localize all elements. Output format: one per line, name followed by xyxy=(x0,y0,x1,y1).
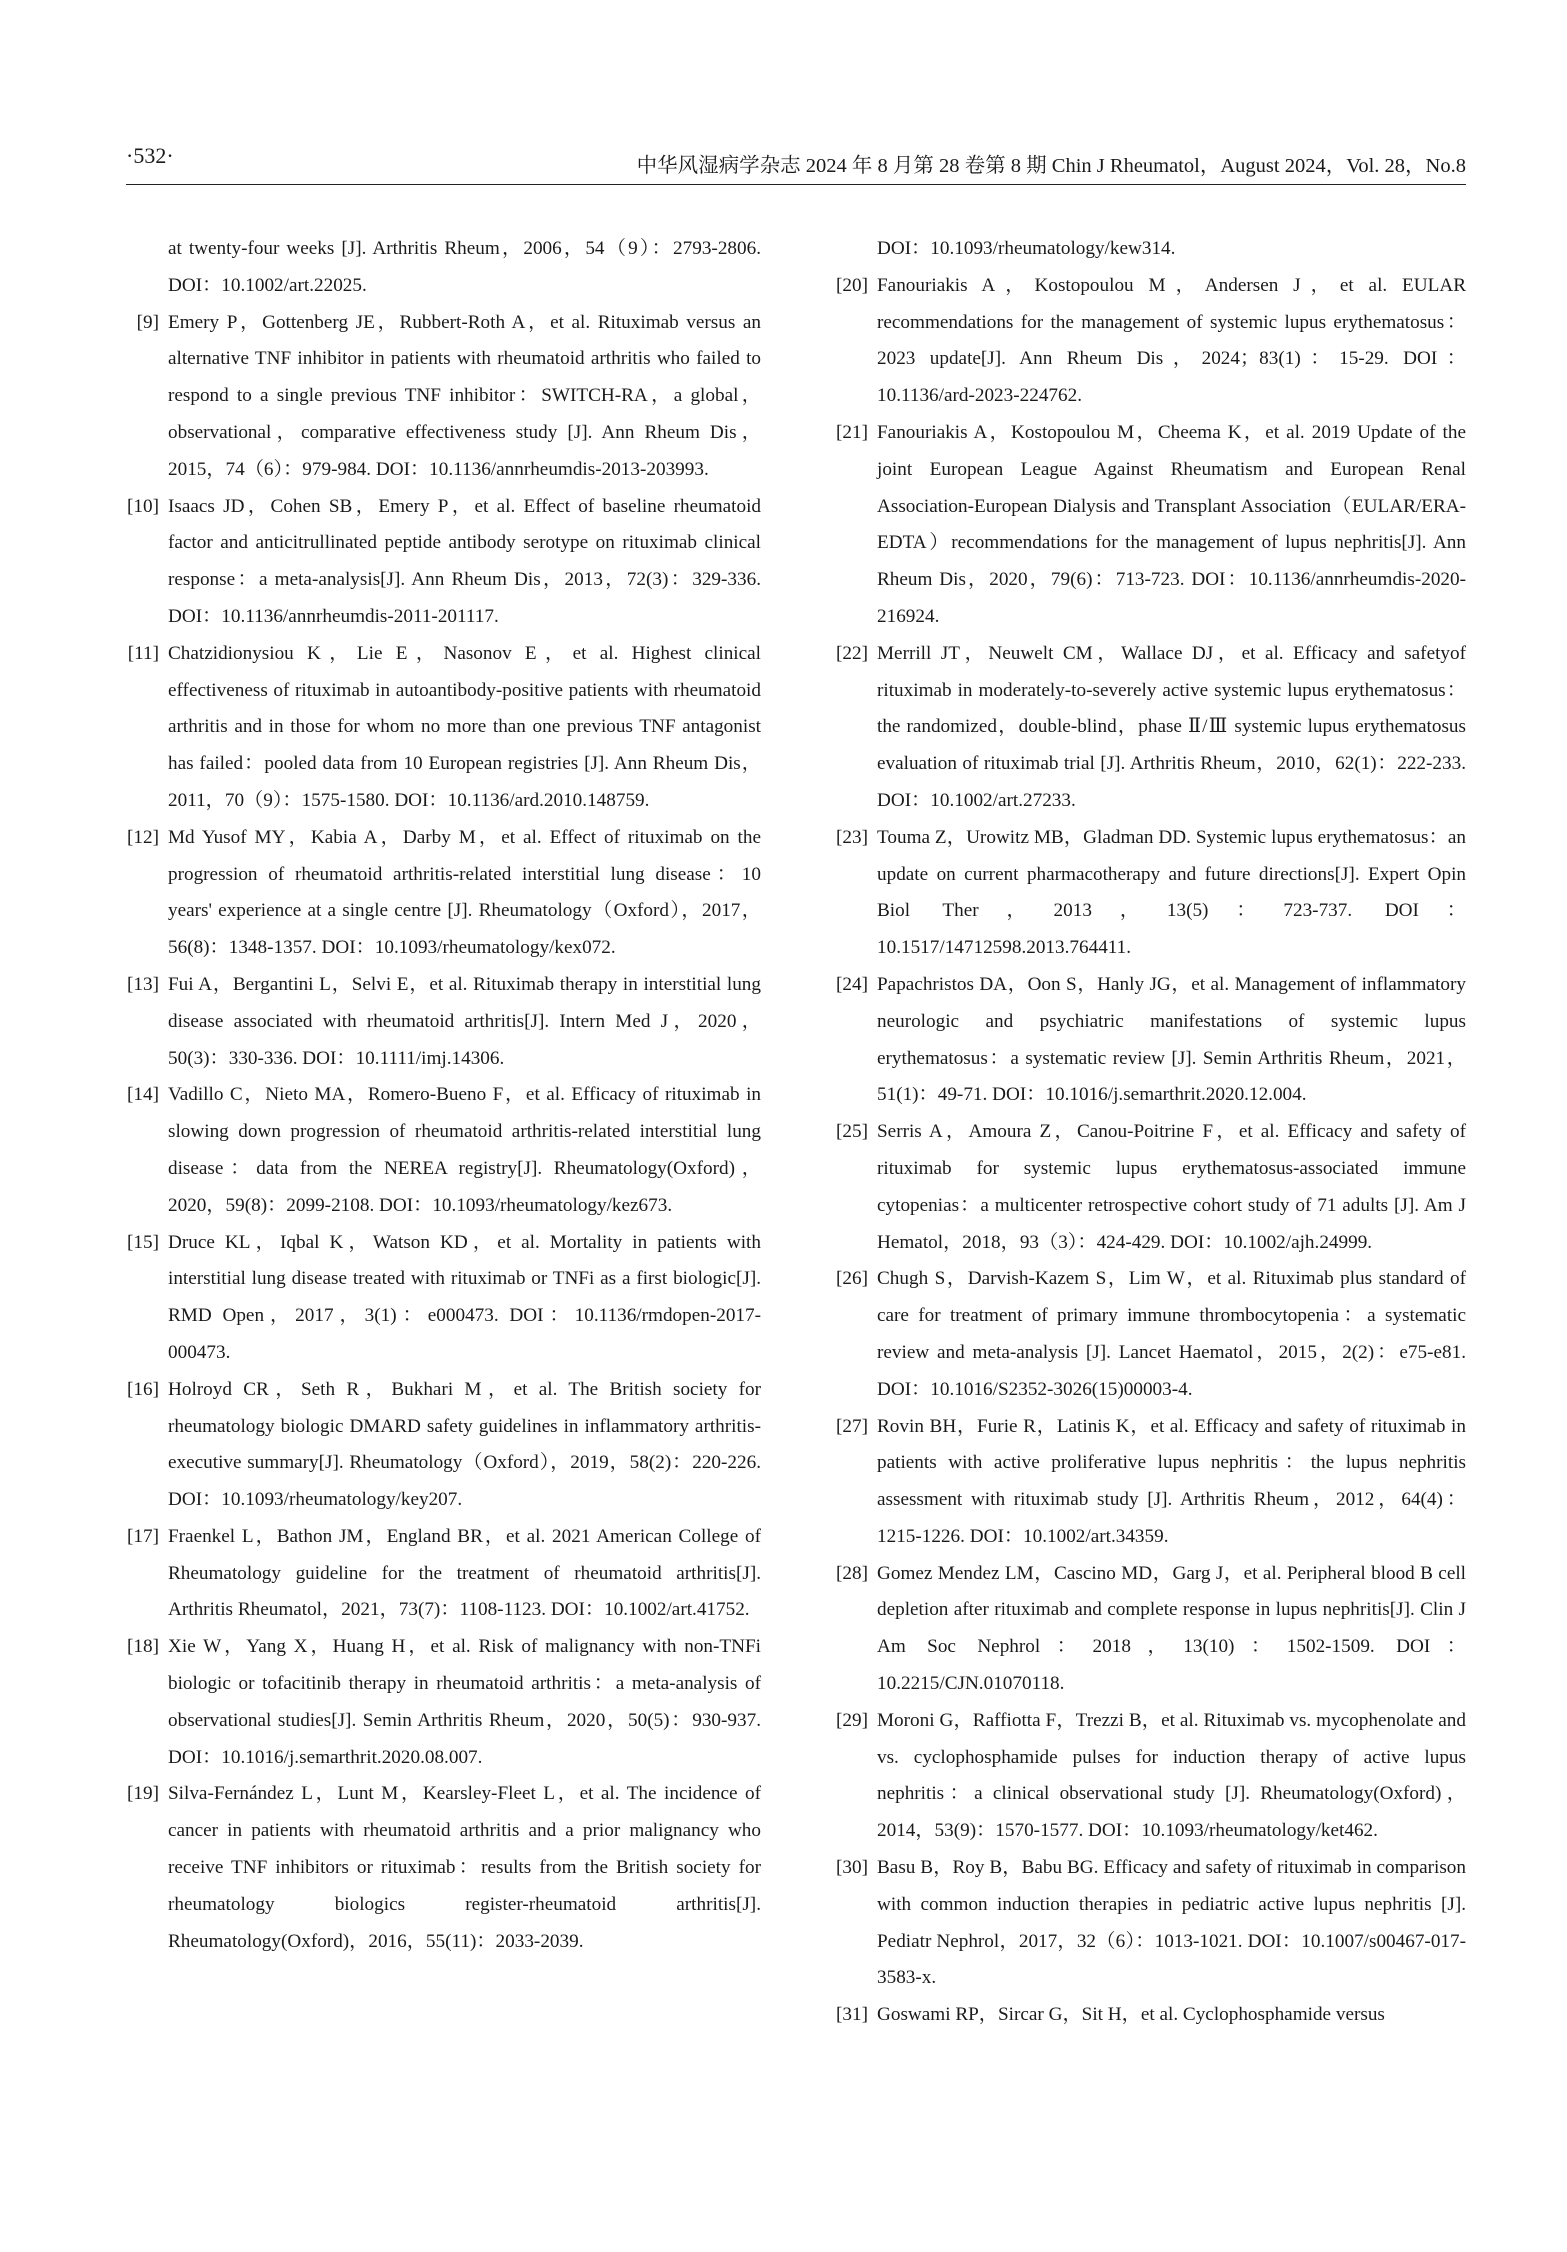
reference-text: Fanouriakis A，Kostopoulou M，Cheema K，et al. 2019 Update of the joint European League Against Rheumatism and European Renal Association-European Dialysis and Transplant Association（EULAR/ERA-EDTA）recommendations for the management of lupus nephritis[J]. Ann Rheum Dis，2020，79(6)：713-723. DOI：10.1136/annrheumdis-2020-216924. xyxy=(877,421,1466,627)
page-number: ·532· xyxy=(126,143,174,168)
reference-entry xyxy=(109,489,761,636)
reference-entry xyxy=(109,1077,761,1224)
reference-text: Md Yusof MY，Kabia A，Darby M，et al. Effect of rituximab on the progression of rheumatoid arthritis-related interstitial lung disease：10 years' experience at a single centre [J]. Rheumatology（Oxford），2017，56(8)：1348-1357. DOI：10.1093/rheumatology/kex072. xyxy=(168,826,761,959)
page-header xyxy=(0,0,1567,190)
reference-entry xyxy=(818,1703,1466,1850)
reference-entry xyxy=(818,636,1466,820)
reference-text: Emery P，Gottenberg JE，Rubbert-Roth A，et al. Rituximab versus an alternative TNF inhibitor in patients with rheumatoid arthritis who failed to respond to a single previous TNF inhibitor：SWITCH-RA，a global，observational，comparative effectiveness study [J]. Ann Rheum Dis，2015，74（6）：979-984. DOI：10.1136/annrheumdis-2013-203993. xyxy=(168,311,761,480)
reference-text: Chugh S，Darvish-Kazem S，Lim W，et al. Rituximab plus standard of care for treatment of primary immune thrombocytopenia：a systematic review and meta-analysis [J]. Lancet Haematol，2015，2(2)：e75-e81. DOI：10.1016/S2352-3026(15)00003-4. xyxy=(877,1268,1466,1400)
reference-number: [15] xyxy=(127,1231,159,1253)
reference-number: [25] xyxy=(836,1121,868,1143)
reference-entry xyxy=(818,1409,1466,1556)
reference-entry xyxy=(109,1372,761,1519)
references-left-column xyxy=(109,231,761,1960)
reference-text: Fanouriakis A，Kostopoulou M，Andersen J，et al. EULAR recommendations for the management of systemic lupus erythematosus：2023 update[J]. Ann Rheum Dis，2024；83(1)：15-29. DOI：10.1136/ard-2023-224762. xyxy=(877,274,1466,407)
reference-entry xyxy=(109,967,761,1077)
reference-number: [14] xyxy=(127,1084,159,1106)
reference-text: Isaacs JD，Cohen SB，Emery P，et al. Effect of baseline rheumatoid factor and anticitrullinated peptide antibody serotype on rituximab clinical response：a meta-analysis[J]. Ann Rheum Dis，2013，72(3)：329-336. DOI：10.1136/annrheumdis-2011-201117. xyxy=(168,495,761,627)
reference-text: Holroyd CR，Seth R，Bukhari M，et al. The British society for rheumatology biologic DMARD safety guidelines in inflammatory arthritis-executive summary[J]. Rheumatology（Oxford），2019，58(2)：220-226. DOI：10.1093/rheumatology/key207. xyxy=(168,1378,761,1511)
reference-continuation xyxy=(109,231,761,305)
header-rule xyxy=(126,184,1466,185)
reference-text: Druce KL，Iqbal K，Watson KD，et al. Mortality in patients with interstitial lung disease treated with rituximab or TNFi as a first biologic[J]. RMD Open，2017，3(1)：e000473. DOI：10.1136/rmdopen-2017-000473. xyxy=(168,1231,761,1363)
reference-text: Papachristos DA，Oon S，Hanly JG，et al. Management of inflammatory neurologic and psychiatric manifestations of systemic lupus erythematosus：a systematic review [J]. Semin Arthritis Rheum，2021，51(1)：49-71. DOI：10.1016/j.semarthrit.2020.12.004. xyxy=(877,973,1466,1106)
reference-number: [23] xyxy=(836,826,868,848)
reference-number: [29] xyxy=(836,1709,868,1731)
reference-entry xyxy=(109,305,761,489)
reference-entry xyxy=(818,415,1466,636)
journal-citation: 中华风湿病学杂志 2024 年 8 月第 28 卷第 8 期 Chin J Rheumatol，August 2024，Vol. 28，No.8 xyxy=(636,155,1466,177)
reference-text: Silva-Fernández L，Lunt M，Kearsley-Fleet L，et al. The incidence of cancer in patients with rheumatoid arthritis and a prior malignancy who receive TNF inhibitors or rituximab：results from the British society for rheumatology biologics register-rheumatoid arthritis[J]. Rheumatology(Oxford)，2016，55(11)：2033-2039. xyxy=(168,1783,761,1952)
reference-text: Rovin BH，Furie R，Latinis K，et al. Efficacy and safety of rituximab in patients with active proliferative lupus nephritis：the lupus nephritis assessment with rituximab study [J]. Arthritis Rheum，2012，64(4)：1215-1226. DOI：10.1002/art.34359. xyxy=(877,1415,1466,1547)
reference-text: Fui A，Bergantini L，Selvi E，et al. Rituximab therapy in interstitial lung disease associated with rheumatoid arthritis[J]. Intern Med J，2020，50(3)：330-336. DOI：10.1111/imj.14306. xyxy=(168,973,761,1069)
reference-number: [10] xyxy=(127,495,159,517)
reference-entry xyxy=(109,1629,761,1776)
reference-number: [30] xyxy=(836,1857,868,1879)
reference-number: [24] xyxy=(836,973,868,995)
reference-entry xyxy=(818,1850,1466,1997)
reference-number: [20] xyxy=(836,274,868,296)
reference-entry xyxy=(109,1519,761,1629)
reference-text: at twenty-four weeks [J]. Arthritis Rheum，2006，54（9）：2793-2806. DOI：10.1002/art.22025. xyxy=(168,238,761,296)
reference-continuation xyxy=(818,231,1466,268)
reference-entry xyxy=(818,820,1466,967)
reference-number: [21] xyxy=(836,421,868,443)
reference-number: [9] xyxy=(136,311,159,333)
reference-entry xyxy=(109,1776,761,1960)
reference-entry xyxy=(818,1997,1466,2034)
reference-number: [28] xyxy=(836,1562,868,1584)
reference-entry xyxy=(818,967,1466,1114)
reference-text: Merrill JT，Neuwelt CM，Wallace DJ，et al. Efficacy and safetyof rituximab in moderately-to-severely active systemic lupus erythematosus：the randomized，double-blind，phase Ⅱ/Ⅲ systemic lupus erythematosus evaluation of rituximab trial [J]. Arthritis Rheum，2010，62(1)：222-233. DOI：10.1002/art.27233. xyxy=(877,642,1466,811)
reference-entry xyxy=(109,820,761,967)
reference-entry xyxy=(109,636,761,820)
reference-entry xyxy=(818,1114,1466,1261)
reference-text: DOI：10.1093/rheumatology/kew314. xyxy=(877,238,1176,259)
reference-text: Vadillo C，Nieto MA，Romero-Bueno F，et al. Efficacy of rituximab in slowing down progression of rheumatoid arthritis-related interstitial lung disease：data from the NEREA registry[J]. Rheumatology(Oxford)，2020，59(8)：2099-2108. DOI：10.1093/rheumatology/kez673. xyxy=(168,1084,761,1216)
reference-entry xyxy=(818,1556,1466,1703)
reference-entry xyxy=(109,1225,761,1372)
reference-number: [19] xyxy=(127,1783,159,1805)
reference-number: [16] xyxy=(127,1378,159,1400)
reference-number: [18] xyxy=(127,1636,159,1658)
reference-number: [11] xyxy=(127,642,159,664)
reference-text: Fraenkel L，Bathon JM，England BR，et al. 2021 American College of Rheumatology guideline for the treatment of rheumatoid arthritis[J]. Arthritis Rheumatol，2021，73(7)：1108-1123. DOI：10.1002/art.41752. xyxy=(168,1525,761,1621)
reference-text: Moroni G，Raffiotta F，Trezzi B，et al. Rituximab vs. mycophenolate and vs. cyclophosphamide pulses for induction therapy of active lupus nephritis：a clinical observational study [J]. Rheumatology(Oxford)，2014，53(9)：1570-1577. DOI：10.1093/rheumatology/ket462. xyxy=(877,1709,1466,1842)
reference-entry xyxy=(818,268,1466,415)
reference-text: Chatzidionysiou K，Lie E，Nasonov E，et al. Highest clinical effectiveness of rituximab in autoantibody-positive patients with rheumatoid arthritis and in those for whom no more than one previous TNF antagonist has failed：pooled data from 10 European registries [J]. Ann Rheum Dis，2011，70（9）：1575-1580. DOI：10.1136/ard.2010.148759. xyxy=(168,642,761,811)
references-right-column xyxy=(818,231,1466,2034)
reference-number: [12] xyxy=(127,826,159,848)
reference-text: Serris A，Amoura Z，Canou-Poitrine F，et al. Efficacy and safety of rituximab for systemic lupus erythematosus-associated immune cytopenias：a multicenter retrospective cohort study of 71 adults [J]. Am J Hematol，2018，93（3）：424-429. DOI：10.1002/ajh.24999. xyxy=(877,1121,1466,1253)
reference-entry xyxy=(818,1261,1466,1408)
reference-text: Xie W，Yang X，Huang H，et al. Risk of malignancy with non-TNFi biologic or tofacitinib therapy in rheumatoid arthritis：a meta-analysis of observational studies[J]. Semin Arthritis Rheum，2020，50(5)：930-937. DOI：10.1016/j.semarthrit.2020.08.007. xyxy=(168,1636,761,1768)
reference-number: [31] xyxy=(836,2004,868,2026)
reference-text: Basu B，Roy B，Babu BG. Efficacy and safety of rituximab in comparison with common induction therapies in pediatric active lupus nephritis [J]. Pediatr Nephrol，2017，32（6）：1013-1021. DOI：10.1007/s00467-017-3583-x. xyxy=(877,1857,1466,1989)
reference-number: [22] xyxy=(836,642,868,664)
reference-number: [13] xyxy=(127,973,159,995)
reference-number: [17] xyxy=(127,1525,159,1547)
reference-number: [26] xyxy=(836,1268,868,1290)
reference-text: Goswami RP，Sircar G，Sit H，et al. Cyclophosphamide versus xyxy=(877,2004,1385,2026)
reference-number: [27] xyxy=(836,1415,868,1437)
reference-text: Touma Z，Urowitz MB，Gladman DD. Systemic lupus erythematosus：an update on current pharmacotherapy and future directions[J]. Expert Opin Biol Ther，2013，13(5)：723-737. DOI：10.1517/14712598.2013.764411. xyxy=(877,826,1466,959)
reference-text: Gomez Mendez LM，Cascino MD，Garg J，et al. Peripheral blood B cell depletion after rituximab and complete response in lupus nephritis[J]. Clin J Am Soc Nephrol：2018，13(10)：1502-1509. DOI：10.2215/CJN.01070118. xyxy=(877,1562,1466,1695)
